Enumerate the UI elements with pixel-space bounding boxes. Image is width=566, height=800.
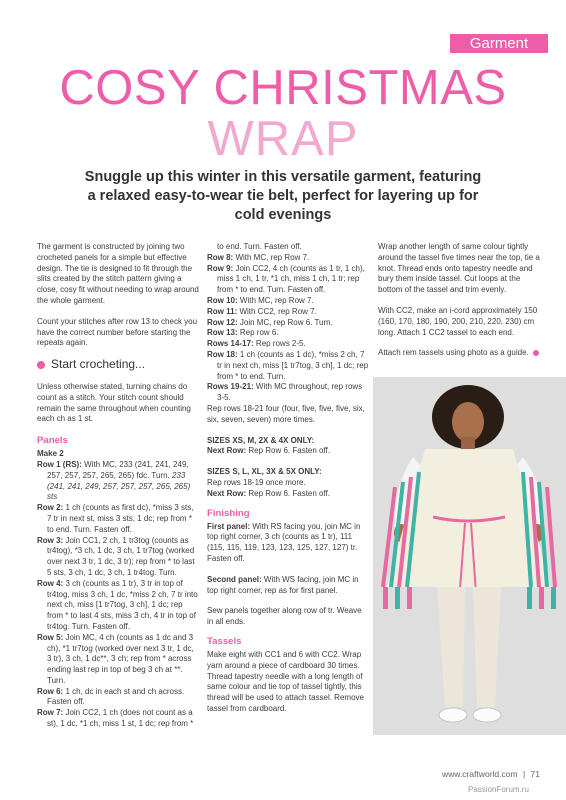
pattern-row-continued: to end. Turn. Fasten off. (217, 242, 302, 251)
page-title-line2: WRAP (207, 112, 359, 166)
sizes-heading: SIZES S, L, XL, 3X & 5X ONLY: (207, 467, 322, 477)
pattern-row: Row 10: With MC, rep Row 7. (207, 295, 314, 305)
start-heading: Start crocheting... (37, 359, 199, 370)
finishing-step: First panel: With RS facing you, join MC in top right corner, 3 ch (counts as 1 tr), 111 (115, 115, 119, 123, 123, 125, 127, 127) tr. Fasten off. (207, 521, 361, 563)
pattern-row: Row 4: 3 ch (counts as 1 tr), 3 tr in top of tr4tog, miss 3 ch, 1 dc, *miss 2 ch, 7 tr into next ch, miss [1 tr7tog, 3 ch], 1 dc; rep from * to last 4 sts, miss 3 ch, 4 tr in top of tr4tog. Turn. Fasten off. (37, 578, 198, 631)
icord-paragraph: With CC2, make an i-cord approximately 150 (160, 170, 180, 190, 200, 210, 220, 230) cm long. Attach 1 CC2 tassel to each end. (378, 305, 538, 337)
model-illustration (373, 377, 566, 735)
repeat-instruction: Rep rows 18-19 once more. (207, 477, 306, 487)
section-tag: Garment (450, 34, 548, 53)
intro-text: Snuggle up this winter in this versatile garment, featuring a relaxed easy-to-wear tie belt, perfect for layering up for cold evenings (84, 169, 482, 223)
column-3 (378, 242, 540, 369)
pattern-row: Row 12: Join MC, rep Row 6. Turn. (207, 317, 333, 327)
pattern-row: Row 3: Join CC1, 2 ch, 1 tr3tog (counts as tr4tog), *3 ch, 1 dc, 3 ch, 1 tr7tog (worked over next 3 tr, 1 dc, 3 tr); rep from * to last 5 sts, 3 ch, 1 dc, 3 ch, 1 tr4tog. Turn. (37, 535, 195, 577)
bullet-dot-icon (37, 361, 45, 369)
pattern-row: Row 7: Join CC2, 1 ch (does not count as a st), 1 dc, *1 ch, miss 1 st, 1 dc; rep from * (37, 708, 194, 729)
end-dot-icon (533, 350, 539, 356)
tassels-instructions: Make eight with CC1 and 6 with CC2. Wrap yarn around a piece of cardboard 30 times. Thread tapestry needle with a long length of same colour and tie top of tassel tightly, this thread will be used to attach tassel. Remove tassel from cardboard. (207, 649, 364, 713)
pattern-row: Next Row: Rep Row 6. Fasten off. (207, 488, 331, 498)
website-url: www.craftworld.com (442, 769, 518, 779)
page-footer (442, 769, 540, 779)
column-1 (37, 242, 199, 730)
pattern-row: Row 8: With MC, rep Row 7. (207, 252, 310, 262)
pattern-row: Row 6: 1 ch, dc in each st and ch across. Fasten off. (37, 686, 185, 707)
pattern-row: Rows 14-17: Rep rows 2-5. (207, 339, 306, 349)
pattern-row: Row 5: Join MC, 4 ch (counts as 1 dc and 3 ch), *1 tr7tog (worked over next 3 tr, 1 dc, 3 tr), 3 ch, 1 dc**, 3 ch; rep from * across ending last rep in top of beg 3 ch at **. Turn. (37, 632, 194, 685)
description-paragraph: The garment is constructed by joining two crocheted panels for a simple but effective design. The tie is designed to fit through the slits created by the stitch pattern giving a close, cosy fit without needing to wrap around the whole garment. (37, 242, 199, 305)
finishing-step: Sew panels together along row of tr. Weave in all ends. (207, 606, 362, 627)
finishing-heading: Finishing (207, 507, 250, 519)
sizes-heading: SIZES XS, M, 2X & 4X ONLY: (207, 435, 315, 445)
pattern-row: Rows 19-21: With MC throughout, rep rows 3-5. (207, 382, 363, 403)
stitch-note: Unless otherwise stated, turning chains do count as a stitch. Your stitch count should remain the same throughout when counting each ch as 1 st. (37, 381, 191, 424)
tassel-paragraph: Wrap another length of same colour tightly around the tassel five times near the top, tie a knot. Thread ends onto tapestry needle and bury them inside tassel. Cut loops at the bottom of the tassel and trim evenly. (378, 242, 540, 295)
pattern-row: Row 2: 1 ch (counts as first dc), *miss 3 sts, 7 tr in next st, miss 3 sts, 1 dc; rep from * to end. Turn. Fasten off. (37, 503, 194, 534)
watermark: PassionForum.ru (468, 785, 529, 794)
pattern-row: Row 11: With CC2, rep Row 7. (207, 306, 317, 316)
page-number: 71 (530, 769, 541, 779)
repeat-instruction: Rep rows 18-21 four (four, five, five, five, six, six, seven, seven) more times. (207, 403, 365, 424)
pattern-row: Row 9: Join CC2, 4 ch (counts as 1 tr, 1 ch), miss 1 ch, 1 tr, *1 ch, miss 1 ch, 1 tr; rep from * to end. Turn. Fasten off. (207, 263, 365, 295)
finishing-step: Second panel: With WS facing, join MC in top right corner, rep as for first panel. (207, 574, 359, 595)
model-photo (373, 377, 566, 735)
tip-paragraph: Count your stitches after row 13 to check you have the correct number before starting the repeats again. (37, 316, 198, 348)
footer-separator: | (522, 769, 526, 779)
panels-heading: Panels (37, 435, 68, 447)
page-title-line1: COSY CHRISTMAS (59, 61, 507, 115)
attach-paragraph: Attach rem tassels using photo as a guide. (378, 348, 540, 359)
pattern-row: Row 13: Rep row 6. (207, 328, 279, 338)
column-2 (207, 242, 369, 715)
pattern-row: Next Row: Rep Row 6. Fasten off. (207, 446, 331, 456)
make-count: Make 2 (37, 449, 64, 459)
pattern-row: Row 18: 1 ch (counts as 1 dc), *miss 2 ch, 7 tr in next ch, miss [1 tr7tog, 3 ch], 1 dc; rep from * to end. Turn. (207, 349, 369, 381)
tassels-heading: Tassels (207, 635, 242, 647)
pattern-row: Row 1 (RS): With MC, 233 (241, 241, 249, 257, 257, 257, 265, 265) fdc. Turn. 233 (241, 241, 249, 257, 257, 257, 265, 265) sts (37, 459, 191, 502)
